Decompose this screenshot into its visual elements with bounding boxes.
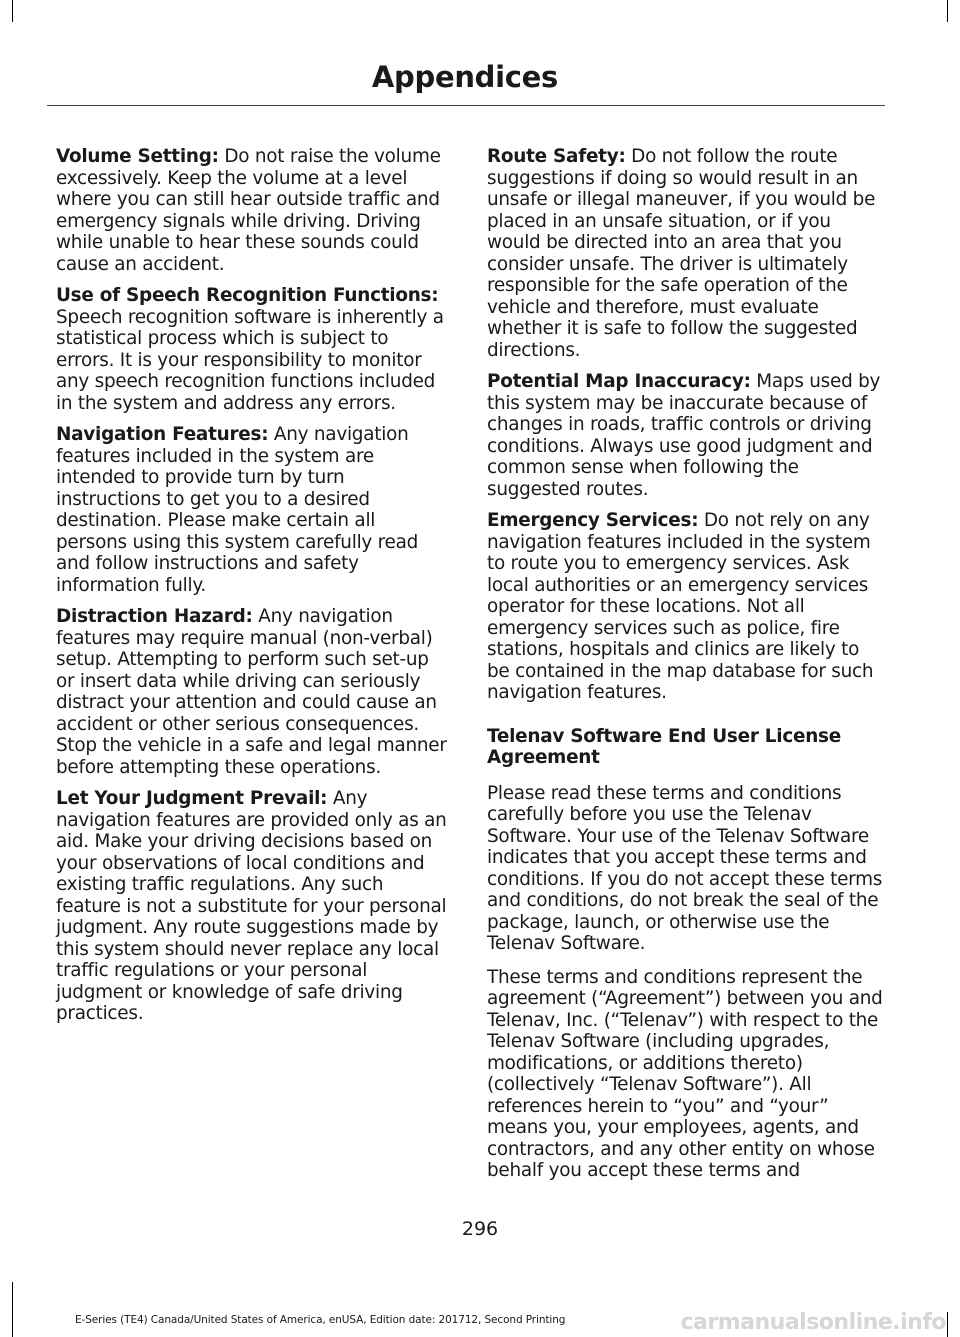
right-column: [487, 146, 885, 1192]
term-text: Do not follow the route suggestions if doing so would result in an unsafe or illegal maneuver, if you would be placed in an unsafe situation, or if you would be directed into an area that you consider unsafe. The driver is ultimately responsible for the safe operation of the vehicle and therefore, must evaluate whether it is safe to follow the suggested directions.: [487, 146, 876, 361]
term-label: Volume Setting:: [56, 146, 219, 167]
paragraph-speech-recognition: [56, 285, 451, 414]
term-text: Maps used by this system may be inaccurate because of changes in roads, traffic controls or driving conditions. Always use good judgment and common sense when following the suggested routes.: [487, 371, 881, 500]
term-text: Do not raise the volume excessively. Keep the volume at a level where you can still hear outside traffic and emergency signals while driving. Driving while unable to hear these sounds could cause an accident.: [56, 146, 441, 275]
paragraph-judgment-prevail: [56, 788, 451, 1025]
header-divider: [47, 105, 885, 106]
term-label: Let Your Judgment Prevail:: [56, 788, 328, 809]
term-label: Potential Map Inaccuracy:: [487, 371, 751, 392]
paragraph-route-safety: [487, 146, 885, 361]
left-column: [56, 146, 451, 1035]
crop-mark-top-left: [12, 0, 13, 22]
term-text: Do not rely on any navigation features included in the system to route you to emergency services. Ask local authorities or an emergency services operator for these locations. Not all emergency services such as police, fire stations, hospitals and clinics are likely to be contained in the map database for such navigation features.: [487, 510, 874, 703]
section-heading: Telenav Software End User License Agreement: [487, 725, 841, 768]
page-title: Appendices: [371, 60, 558, 94]
paragraph-license-intro: Please read these terms and conditions carefully before you use the Telenav Software. Your use of the Telenav Software indicates that you accept these terms and conditions. If you do not accept these terms and conditions, do not break the seal of the package, launch, or otherwise use the Telenav Software.: [487, 782, 883, 954]
term-text: Speech recognition software is inherently a statistical process which is subject to errors. It is your responsibility to monitor any speech recognition functions included in the system and address any errors.: [56, 306, 444, 414]
paragraph-distraction-hazard: [56, 606, 451, 778]
term-label: Distraction Hazard:: [56, 606, 253, 627]
term-text: Any navigation features included in the system are intended to provide turn by turn instructions to get you to a desired destination. Please make certain all persons using this system carefully read and follow instructions and safety information fully.: [56, 424, 419, 596]
paragraph-volume-setting: [56, 146, 451, 275]
footer-edition-info: E-Series (TE4) Canada/United States of America, enUSA, Edition date: 201712, Second Printing: [75, 1314, 566, 1326]
paragraph-navigation-features: [56, 424, 451, 596]
paragraph-license-agreement: These terms and conditions represent the agreement (“Agreement”) between you and Telenav, Inc. (“Telenav”) with respect to the Telenav Software (including upgrades, modifications, or additions thereto) (collectively “Telenav Software”). All references herein to “you” and “your” means you, your employees, agents, and contractors, and any other entity on whose behalf you accept these terms and: [487, 966, 883, 1181]
paragraph-emergency-services: [487, 510, 885, 704]
term-label: Use of Speech Recognition Functions:: [56, 285, 439, 306]
crop-mark-bottom-left: [12, 1282, 13, 1337]
page-number: 296: [461, 1218, 499, 1240]
watermark-logo: carmanualsonline.info: [680, 1310, 946, 1335]
term-label: Route Safety:: [487, 146, 626, 167]
term-text: Any navigation features are provided only as an aid. Make your driving decisions based on your observations of local conditions and existing traffic regulations. Any such feature is not a substitute for your personal judgment. Any route suggestions made by this system should never replace any local traffic regulations or your personal judgment or knowledge of safe driving practices.: [56, 788, 447, 1024]
term-label: Navigation Features:: [56, 424, 269, 445]
term-text: Any navigation features may require manual (non-verbal) setup. Attempting to perform such set-up or insert data while driving can seriously distract your attention and could cause an accident or other serious consequences. Stop the vehicle in a safe and legal manner before attempting these operations.: [56, 606, 447, 778]
term-label: Emergency Services:: [487, 510, 699, 531]
paragraph-map-inaccuracy: [487, 371, 885, 500]
crop-mark-bottom-right: [947, 1312, 948, 1337]
crop-mark-top-right: [947, 0, 948, 22]
